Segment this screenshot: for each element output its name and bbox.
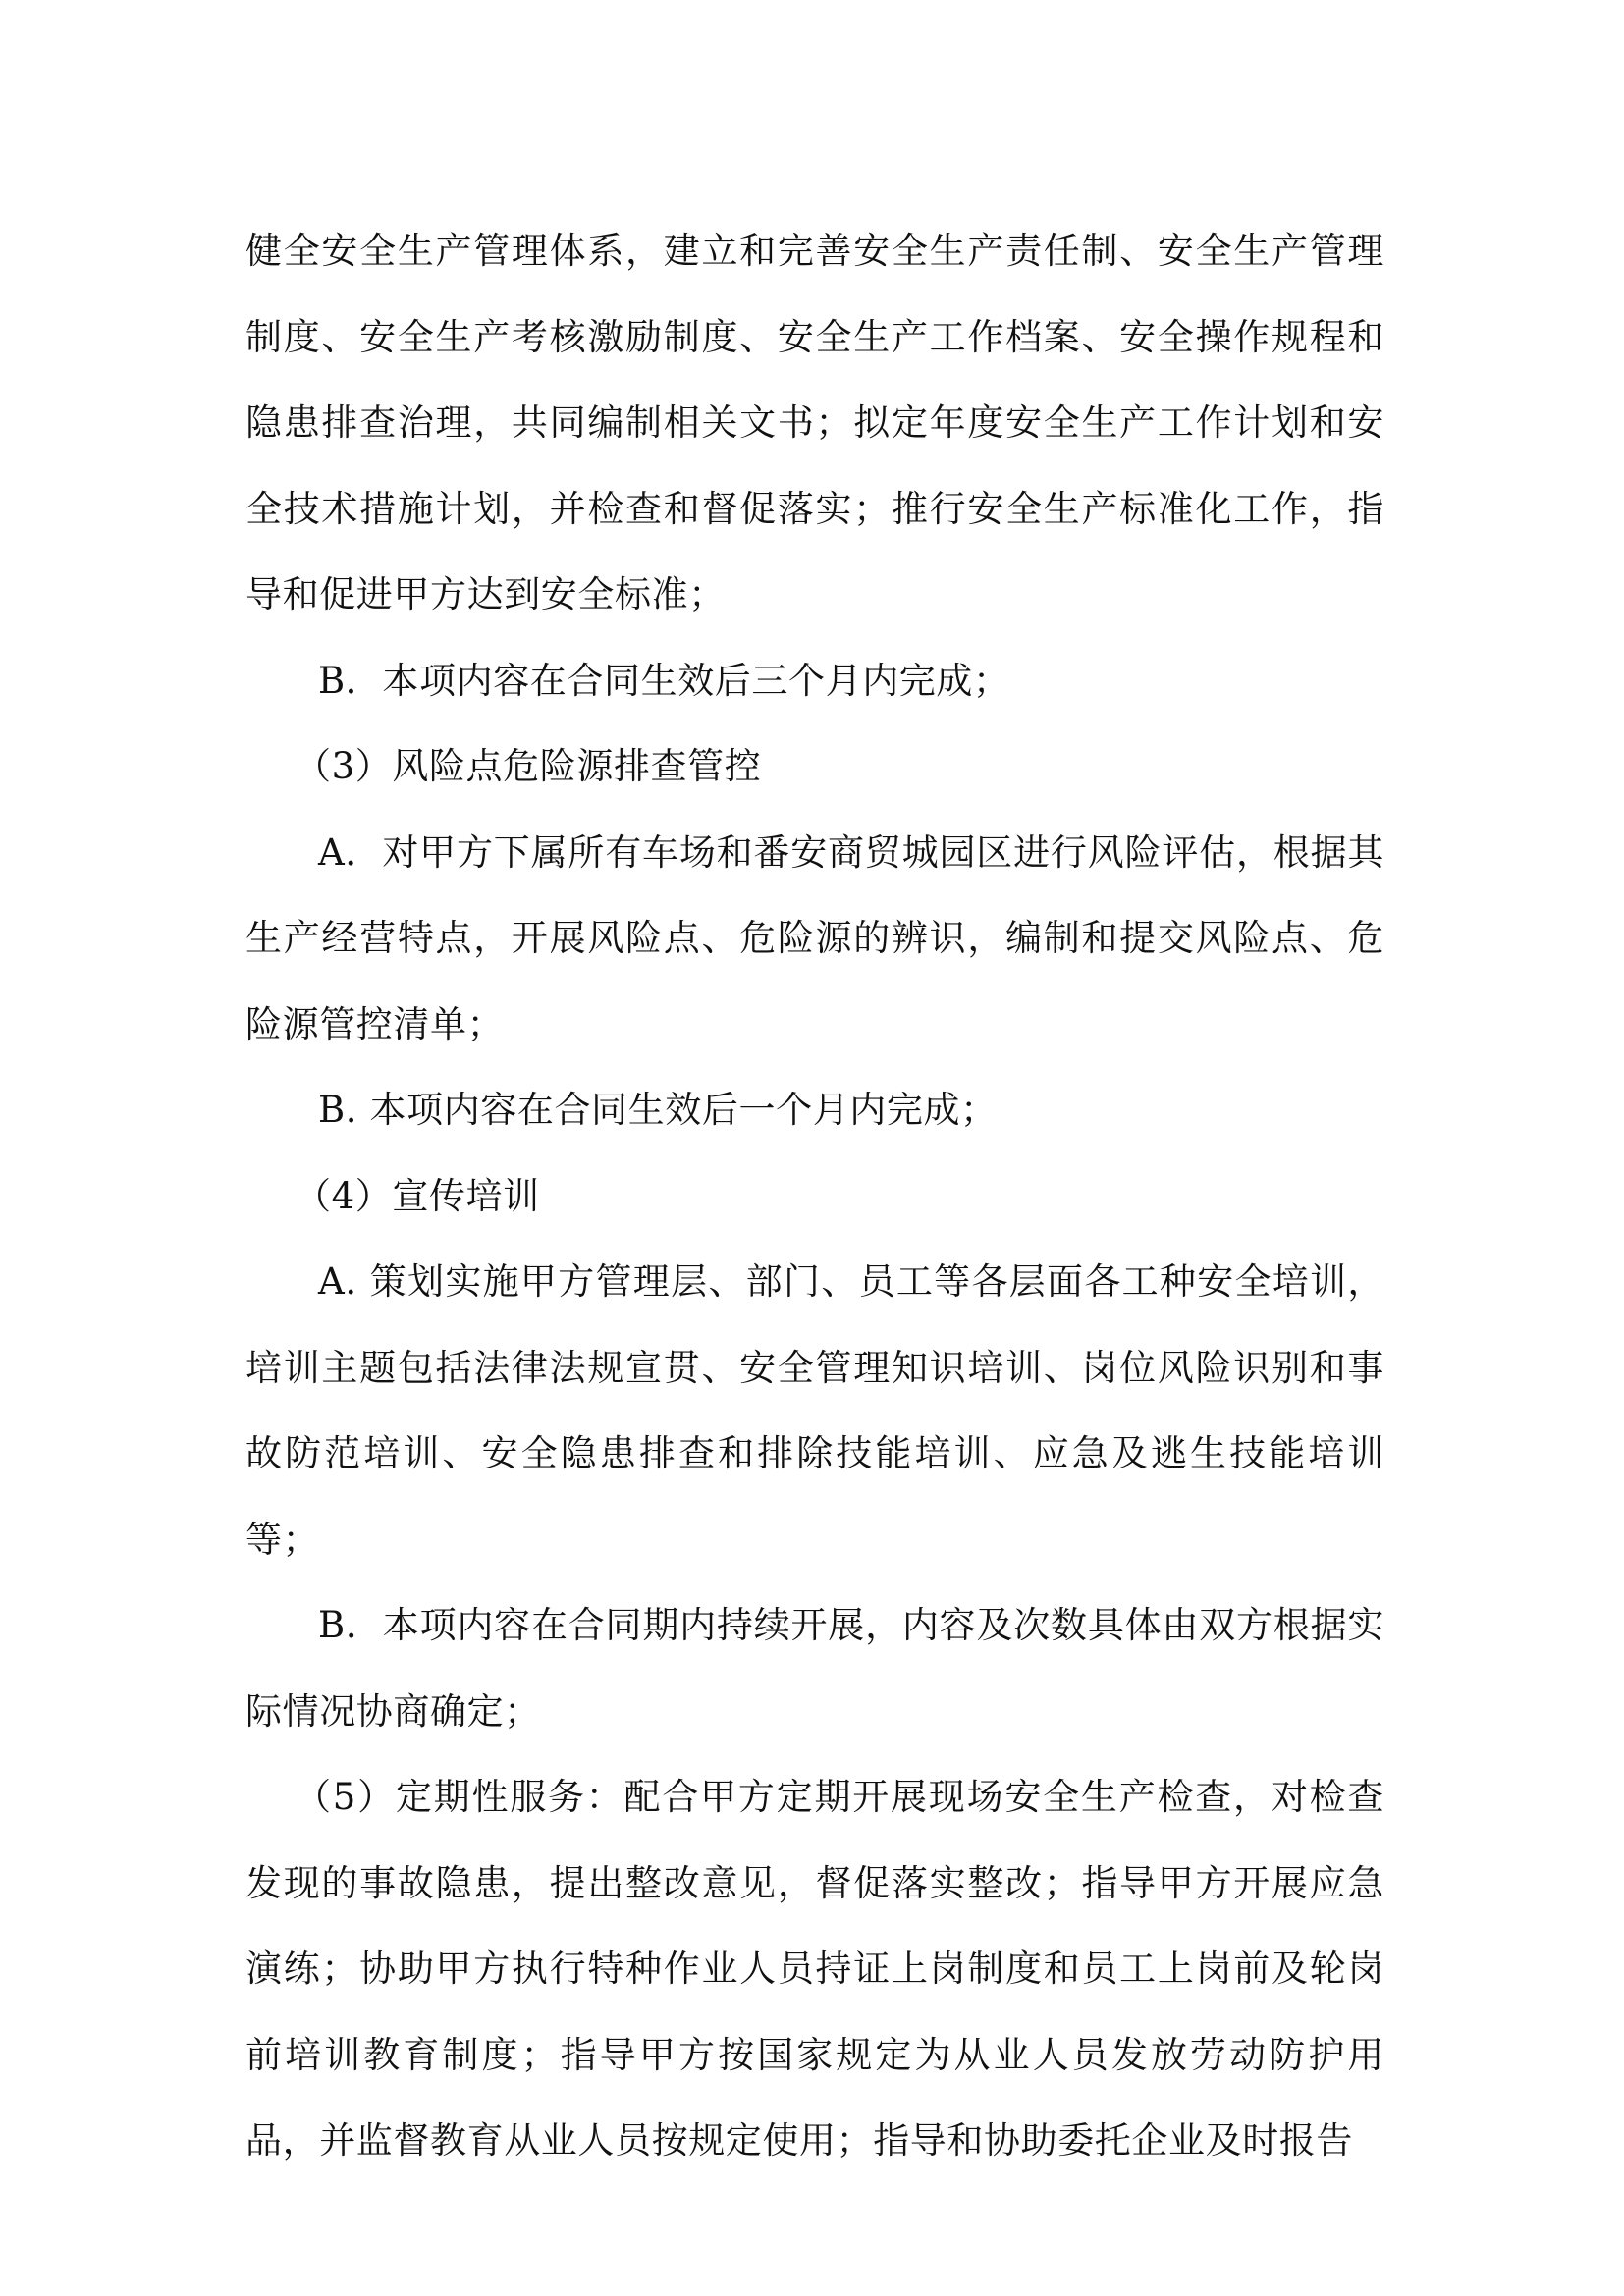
paragraph-item-b-ongoing: B．本项内容在合同期内持续开展，内容及次数具体由双方根据实际情况协商确定； (245, 1604, 1384, 1733)
paragraph-item-a-risk-assessment: A．对甲方下属所有车场和番安商贸城园区进行风险评估，根据其生产经营特点，开展风险点、危险源的辨识，编制和提交风险点、危险源管控清单； (245, 830, 1384, 1045)
paragraph-item-b-one-month: B. 本项内容在合同生效后一个月内完成； (318, 1089, 998, 1131)
section-heading-risk-control: （3）风险点危险源排查管控 (295, 745, 762, 787)
paragraph-item-b-three-months: B．本项内容在合同生效后三个月内完成； (318, 659, 1010, 702)
section-periodic-service: （5）定期性服务：配合甲方定期开展现场安全生产检查，对检查发现的事故隐患，提出整改意见，督促落实整改；指导甲方开展应急演练；协助甲方执行特种作业人员持证上岗制度和员工上岗前及轮岗前培训教育制度；指导甲方按国家规定为从业人员发放劳动防护用品，并监督教育从业人员按规定使用；指导和协助委托企业及时报告 (245, 1776, 1384, 2162)
document-page (245, 208, 1384, 2184)
paragraph-management-system: 健全安全生产管理体系，建立和完善安全生产责任制、安全生产管理制度、安全生产考核激励制度、安全生产工作档案、安全操作规程和隐患排查治理，共同编制相关文书；拟定年度安全生产工作计划和安全技术措施计划，并检查和督促落实；推行安全生产标准化工作，指导和促进甲方达到安全标准； (245, 230, 1384, 615)
section-heading-training: （4）宣传培训 (295, 1174, 540, 1217)
paragraph-item-a-training-plan: A. 策划实施甲方管理层、部门、员工等各层面各工种安全培训，培训主题包括法律法规宣贯、安全管理知识培训、岗位风险识别和事故防范培训、安全隐患排查和排除技能培训、应急及逃生技能培训等； (245, 1260, 1384, 1561)
